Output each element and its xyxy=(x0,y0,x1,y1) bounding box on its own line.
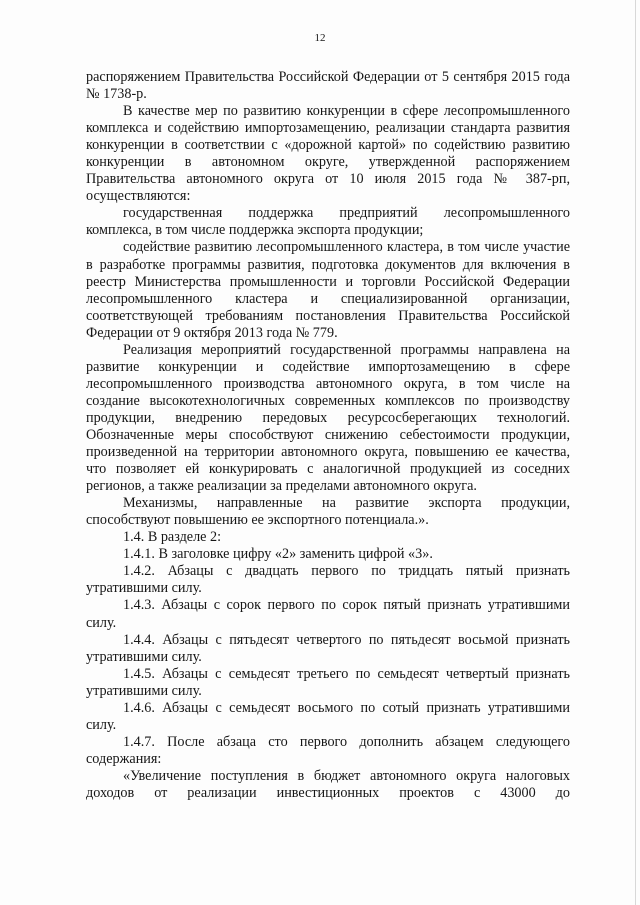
list-item: 1.4. В разделе 2: xyxy=(123,529,222,546)
paragraph: Реализация мероприятий государственной программы направлена на развитие конкуренции и содействие импортозамещению в сфере лесопромышленного производства автономного округа, в том числе на создание высокотехнологичных современных комплексов по производству продукции, внедрению передовых ресурсосберегающих технологий. Обозначенные меры способствуют снижению себестоимости продукции, произведенной на территории автономного округа, повышению ее качества, что позволяет ей конкурировать с аналогичной продукцией из соседних регионов, а также реализации за пределами автономного округа. xyxy=(86,341,570,495)
list-item: 1.4.1. В заголовке цифру «2» заменить цифрой «3». xyxy=(123,546,433,563)
list-item: 1.4.6. Абзацы с семьдесят восьмого по сотый признать утратившими силу. xyxy=(86,699,570,733)
document-body xyxy=(86,69,570,802)
list-item: 1.4.3. Абзацы с сорок первого по сорок пятый признать утратившими силу. xyxy=(86,597,570,631)
list-item: 1.4.2. Абзацы с двадцать первого по тридцать пятый признать утратившими силу. xyxy=(86,563,570,597)
paragraph: В качестве мер по развитию конкуренции в сфере лесопромышленного комплекса и содействию импортозамещению, реализации стандарта развития конкуренции в соответствии с «дорожной картой» по содействию развитию конкуренции в автономном округе, утвержденной распоряжением Правительства автономного округа от 10 июля 2015 года № 387-рп, осуществляются: xyxy=(86,103,570,205)
paragraph: Механизмы, направленные на развитие экспорта продукции, способствуют повышению ее экспортного потенциала.». xyxy=(86,495,570,529)
list-item: 1.4.7. После абзаца сто первого дополнить абзацем следующего содержания: xyxy=(86,733,570,767)
paragraph: государственная поддержка предприятий лесопромышленного комплекса, в том числе поддержка экспорта продукции; xyxy=(86,205,570,239)
paragraph: «Увеличение поступления в бюджет автономного округа налоговых доходов от реализации инвестиционных проектов с 43000 до xyxy=(86,767,570,801)
list-item: 1.4.5. Абзацы с семьдесят третьего по семьдесят четвертый признать утратившими силу. xyxy=(86,665,570,699)
scan-edge xyxy=(635,0,636,905)
paragraph: содействие развитию лесопромышленного кластера, в том числе участие в разработке программы развития, подготовка документов для включения в реестр Министерства промышленности и торговли Российской Федерации лесопромышленного кластера и специализированной организации, соответствующей требованиям постановления Правительства Российской Федерации от 9 октября 2013 года № 779. xyxy=(86,239,570,341)
list-item: 1.4.4. Абзацы с пятьдесят четвертого по пятьдесят восьмой признать утратившими силу. xyxy=(86,631,570,665)
page-number: 12 xyxy=(314,32,326,44)
paragraph: распоряжением Правительства Российской Федерации от 5 сентября 2015 года № 1738-р. xyxy=(86,69,570,103)
